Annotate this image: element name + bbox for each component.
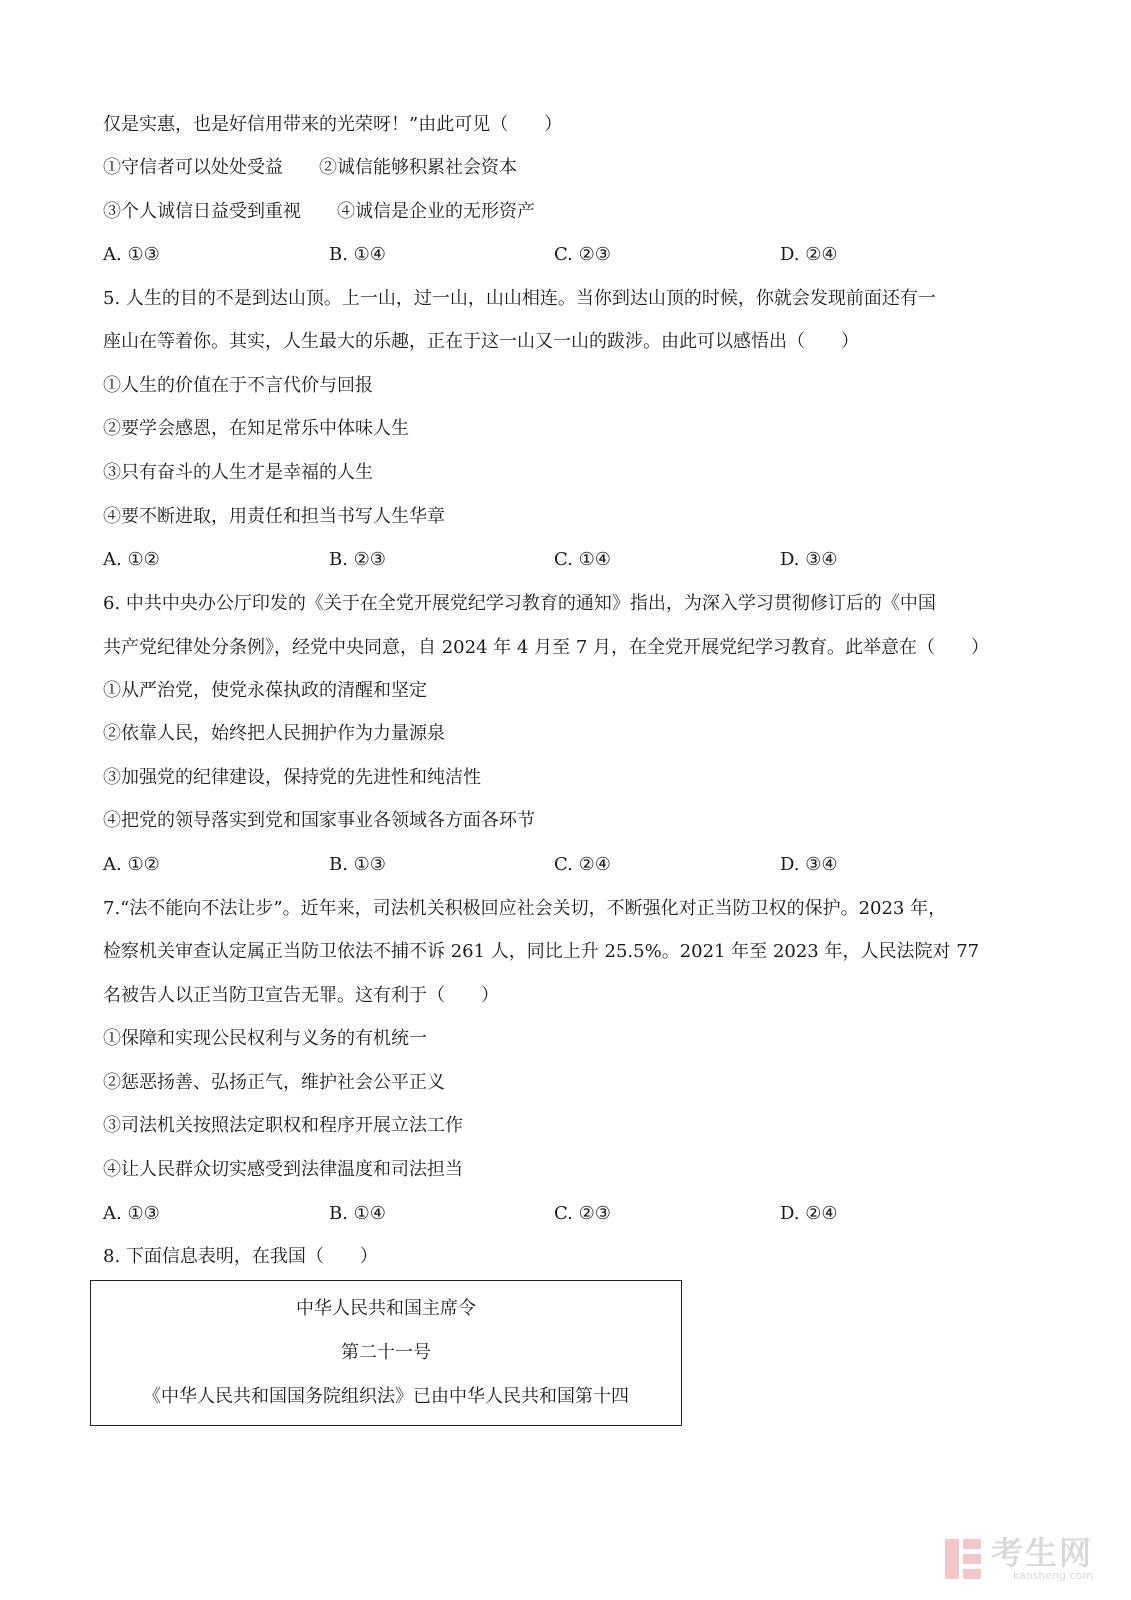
- q5-stem-line-2: 座山在等着你。其实，人生最大的乐趣，正在于这一山又一山的跋涉。由此可以感悟出（ ）: [103, 331, 859, 352]
- decree-title: 中华人民共和国主席令: [296, 1298, 476, 1319]
- q4-statements-3-4: ③个人诚信日益受到重视 ④诚信是企业的无形资产: [103, 201, 535, 222]
- presidential-decree-box: [90, 1280, 682, 1426]
- q6-option-a[interactable]: A. ①②: [103, 854, 160, 875]
- q6-option-b[interactable]: B. ①③: [329, 854, 386, 875]
- q4-option-a[interactable]: A. ①③: [103, 244, 160, 265]
- decree-body: 《中华人民共和国国务院组织法》已由中华人民共和国第十四: [143, 1386, 629, 1407]
- q4-option-d[interactable]: D. ②④: [780, 244, 838, 265]
- q6-statement-1: ①从严治党，使党永葆执政的清醒和坚定: [103, 680, 427, 701]
- q6-option-d[interactable]: D. ③④: [780, 854, 838, 875]
- q6-stem-line-1: 6. 中共中央办公厅印发的《关于在全党开展党纪学习教育的通知》指出，为深入学习贯彻修订后的《中国: [103, 593, 936, 614]
- watermark-domain: kaosheng.com: [1012, 1569, 1093, 1582]
- kaosheng-logo-icon: [943, 1539, 983, 1579]
- q7-statement-3: ③司法机关按照法定职权和程序开展立法工作: [103, 1115, 463, 1136]
- q5-option-d[interactable]: D. ③④: [780, 549, 838, 570]
- q4-statements-1-2: ①守信者可以处处受益 ②诚信能够积累社会资本: [103, 157, 517, 178]
- q7-option-b[interactable]: B. ①④: [329, 1203, 386, 1224]
- q7-option-d[interactable]: D. ②④: [780, 1203, 838, 1224]
- q4-option-c[interactable]: C. ②③: [554, 244, 611, 265]
- q4-option-b[interactable]: B. ①④: [329, 244, 386, 265]
- q6-statement-3: ③加强党的纪律建设，保持党的先进性和纯洁性: [103, 767, 481, 788]
- q7-statement-1: ①保障和实现公民权利与义务的有机统一: [103, 1028, 427, 1049]
- q5-option-c[interactable]: C. ①④: [554, 549, 611, 570]
- q7-option-c[interactable]: C. ②③: [554, 1203, 611, 1224]
- q7-option-a[interactable]: A. ①③: [103, 1203, 160, 1224]
- q4-stem-tail: 仅是实惠，也是好信用带来的光荣呀！”由此可见（ ）: [103, 114, 563, 135]
- q7-statement-2: ②惩恶扬善、弘扬正气，维护社会公平正义: [103, 1072, 445, 1093]
- q8-stem: 8. 下面信息表明，在我国（ ）: [103, 1246, 378, 1267]
- q7-stem-line-3: 名被告人以正当防卫宣告无罪。这有利于（ ）: [103, 985, 499, 1006]
- q5-statement-3: ③只有奋斗的人生才是幸福的人生: [103, 462, 373, 483]
- q7-stem-line-2: 检察机关审查认定属正当防卫依法不捕不诉 261 人，同比上升 25.5%。2021 年至 2023 年，人民法院对 77: [103, 941, 980, 962]
- watermark-text: 考生网: [990, 1534, 1093, 1572]
- q6-statement-2: ②依靠人民，始终把人民拥护作为力量源泉: [103, 723, 445, 744]
- q5-option-b[interactable]: B. ②③: [329, 549, 386, 570]
- decree-number: 第二十一号: [341, 1342, 431, 1363]
- q5-statement-1: ①人生的价值在于不言代价与回报: [103, 375, 373, 396]
- q5-statement-2: ②要学会感恩，在知足常乐中体味人生: [103, 418, 409, 439]
- q6-statement-4: ④把党的领导落实到党和国家事业各领域各方面各环节: [103, 810, 535, 831]
- q5-stem-line-1: 5. 人生的目的不是到达山顶。上一山，过一山，山山相连。当你到达山顶的时候，你就会发现前面还有一: [103, 288, 936, 309]
- q7-stem-line-1: 7.“法不能向不法让步”。近年来，司法机关积极回应社会关切，不断强化对正当防卫权的保护。2023 年，: [103, 898, 947, 919]
- q6-option-c[interactable]: C. ②④: [554, 854, 611, 875]
- q5-option-a[interactable]: A. ①②: [103, 549, 160, 570]
- q7-statement-4: ④让人民群众切实感受到法律温度和司法担当: [103, 1159, 463, 1180]
- watermark: [943, 1536, 1093, 1582]
- q5-statement-4: ④要不断进取，用责任和担当书写人生华章: [103, 506, 445, 527]
- q6-stem-line-2: 共产党纪律处分条例》，经党中央同意，自 2024 年 4 月至 7 月，在全党开展党纪学习教育。此举意在（ ）: [103, 637, 990, 658]
